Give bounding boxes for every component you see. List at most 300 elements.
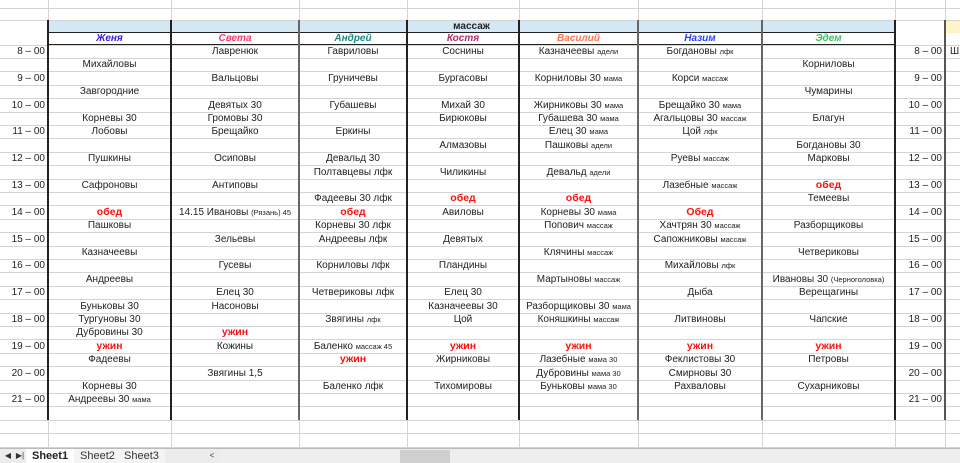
appointment-cell[interactable] xyxy=(299,125,407,138)
appointment-note: мама xyxy=(597,207,617,217)
client-name: Корниловы 30 xyxy=(534,72,601,84)
time-label: 20 – 00 xyxy=(11,367,45,379)
client-name: Чиликины xyxy=(439,166,487,178)
client-name: Руевы xyxy=(670,153,701,165)
client-name: Корневы 30 xyxy=(540,206,595,218)
client-name: Лазебные xyxy=(539,354,586,366)
appointment-cell[interactable] xyxy=(638,72,762,85)
appointment-cell[interactable] xyxy=(519,166,638,179)
client-name: Марковы xyxy=(807,153,850,165)
time-label-right: 10 – 00 xyxy=(908,99,942,111)
client-name: ужин xyxy=(221,326,249,339)
client-name: Бургасовы xyxy=(438,72,488,84)
client-name: Фадеевы xyxy=(88,354,131,366)
client-name: Дыба xyxy=(687,287,713,299)
appointment-cell[interactable] xyxy=(299,286,407,299)
horizontal-scrollbar[interactable] xyxy=(220,450,960,463)
client-name: ужин xyxy=(339,353,367,366)
time-label-right: 21 – 00 xyxy=(908,394,942,406)
appointment-note: мама xyxy=(722,100,742,110)
appointment-cell[interactable] xyxy=(299,166,407,179)
therapist-name: Василий xyxy=(557,33,600,44)
appointment-cell[interactable] xyxy=(407,300,519,313)
appointment-cell[interactable] xyxy=(638,112,762,125)
appointment-cell[interactable] xyxy=(299,99,407,112)
appointment-cell[interactable] xyxy=(519,300,638,313)
time-label: 11 – 00 xyxy=(12,126,45,138)
appointment-cell[interactable] xyxy=(762,58,895,71)
appointment-note: массаж xyxy=(593,315,620,324)
client-name: Баленко лфк xyxy=(322,381,384,392)
appointment-cell[interactable] xyxy=(638,125,762,138)
time-label-right: 13 – 00 xyxy=(908,180,942,191)
appointment-cell[interactable] xyxy=(762,85,895,98)
client-name: Цой xyxy=(682,126,701,138)
client-name: Четвериковы xyxy=(798,247,859,258)
appointment-cell[interactable] xyxy=(407,206,519,219)
client-name: Буньковы xyxy=(540,381,585,392)
client-name: Гусевы xyxy=(218,260,252,272)
appointment-note: адели xyxy=(597,47,619,56)
client-name: Смирновы 30 xyxy=(668,367,732,379)
appointment-note: (Рязань) 45 xyxy=(251,207,292,217)
highlighted-cell[interactable] xyxy=(946,20,960,33)
appointment-cell[interactable] xyxy=(299,313,407,326)
appointment-note: лфк xyxy=(366,315,381,324)
client-name: Четвериковы лфк xyxy=(311,287,395,299)
client-name: Бирюковы xyxy=(439,113,487,124)
client-name: Девальд xyxy=(546,166,587,178)
client-name: ужин xyxy=(565,339,592,352)
appointment-cell[interactable] xyxy=(171,286,299,299)
client-name: Попович xyxy=(544,220,585,232)
appointment-cell[interactable] xyxy=(762,286,895,299)
appointment-cell[interactable] xyxy=(299,45,407,58)
appointment-cell[interactable] xyxy=(519,367,638,380)
appointment-cell[interactable] xyxy=(299,219,407,232)
client-name: Тихомировы xyxy=(434,381,492,392)
gridline-h xyxy=(0,420,960,421)
time-label-right: 16 – 00 xyxy=(908,260,942,272)
client-name: Мартыновы xyxy=(536,273,592,285)
client-name: Клячины xyxy=(543,247,585,258)
appointment-cell[interactable] xyxy=(171,99,299,112)
appointment-cell[interactable] xyxy=(299,380,407,393)
time-label-right: 11 – 00 xyxy=(909,126,942,138)
appointment-note: массаж xyxy=(586,221,613,231)
appointment-cell[interactable] xyxy=(171,112,299,125)
time-label: 13 – 00 xyxy=(11,180,45,191)
appointment-cell[interactable] xyxy=(519,246,638,259)
appointment-cell[interactable] xyxy=(519,72,638,85)
client-name: Елец 30 xyxy=(548,126,587,138)
client-name: Агальцовы 30 xyxy=(653,113,718,124)
client-name: Корневы 30 лфк xyxy=(315,220,391,232)
appointment-cell[interactable] xyxy=(299,259,407,272)
appointment-cell[interactable] xyxy=(762,313,895,326)
appointment-cell[interactable] xyxy=(48,179,171,192)
client-name: Авиловы xyxy=(442,206,484,218)
client-name: Литвиновы xyxy=(674,314,726,325)
appointment-cell[interactable] xyxy=(638,313,762,326)
client-name: Зельевы xyxy=(214,233,256,245)
client-name: Сухарниковы xyxy=(797,381,860,392)
client-name: ужин xyxy=(686,339,714,352)
client-name: Корневы 30 xyxy=(82,113,137,124)
client-name: Дубровины 30 xyxy=(76,327,143,339)
scroll-left-button[interactable]: < xyxy=(209,451,215,460)
client-name: Казначеевы xyxy=(538,46,595,57)
client-name: Груничевы xyxy=(328,72,378,84)
client-name: Андреевы лфк xyxy=(318,233,388,245)
client-name: обед xyxy=(815,179,842,191)
tab-sheet1[interactable]: Sheet1 xyxy=(26,449,74,463)
client-name: Михай 30 xyxy=(441,99,485,111)
time-label: 10 – 00 xyxy=(11,99,45,111)
appointment-cell[interactable] xyxy=(171,206,299,219)
appointment-note: массаж xyxy=(714,221,741,231)
appointment-cell[interactable] xyxy=(762,112,895,125)
break-cell[interactable] xyxy=(762,179,895,192)
client-name: Разборщиковы xyxy=(793,220,864,232)
appointment-cell[interactable] xyxy=(762,246,895,259)
appointment-cell[interactable] xyxy=(171,125,299,138)
client-name: Благун xyxy=(812,113,845,124)
client-name: Елец 30 xyxy=(216,287,254,299)
client-name: ужин xyxy=(449,339,477,352)
client-name: Жирниковы xyxy=(435,354,491,366)
client-name: Алмазовы xyxy=(439,139,487,151)
appointment-note: мама xyxy=(132,395,151,405)
appointment-cell[interactable] xyxy=(519,112,638,125)
appointment-cell[interactable] xyxy=(638,380,762,393)
appointment-cell[interactable] xyxy=(762,380,895,393)
time-label-right: 14 – 00 xyxy=(908,206,942,218)
client-name: Чапские xyxy=(809,314,848,325)
client-name: Андреевы xyxy=(85,273,134,285)
appointment-cell[interactable] xyxy=(762,353,895,366)
client-name: Звягины xyxy=(325,314,364,325)
client-name: Буньковы 30 xyxy=(80,300,139,312)
time-label: 21 – 00 xyxy=(11,394,45,406)
appointment-cell[interactable] xyxy=(762,273,895,286)
client-name: Девальд 30 xyxy=(326,153,380,165)
time-label: 8 – 00 xyxy=(17,46,45,57)
appointment-note: (Черноголовка) xyxy=(830,274,885,284)
appointment-cell[interactable] xyxy=(519,139,638,152)
appointment-note: мама xyxy=(600,114,619,123)
appointment-cell[interactable] xyxy=(519,125,638,138)
client-name: Темеевы xyxy=(807,193,850,205)
appointment-cell[interactable] xyxy=(171,367,299,380)
appointment-cell[interactable] xyxy=(407,286,519,299)
time-label-right: 8 – 00 xyxy=(914,46,942,57)
client-name: Громовы 30 xyxy=(207,113,263,124)
appointment-cell[interactable] xyxy=(48,380,171,393)
time-label: 14 – 00 xyxy=(11,206,45,218)
appointment-note: лфк xyxy=(721,261,736,271)
appointment-cell[interactable] xyxy=(407,353,519,366)
time-label-right: 20 – 00 xyxy=(908,367,942,379)
appointment-cell[interactable] xyxy=(171,152,299,165)
client-name: Полтавцевы лфк xyxy=(313,166,393,178)
appointment-cell[interactable] xyxy=(299,72,407,85)
client-name: Еркины xyxy=(335,126,371,138)
client-name: 14.15 Ивановы xyxy=(178,206,249,218)
sheet-tab-bar xyxy=(0,448,960,463)
time-label-right: 17 – 00 xyxy=(908,287,942,299)
client-name: ужин xyxy=(815,339,842,352)
break-cell[interactable] xyxy=(407,192,519,205)
appointment-note: лфк xyxy=(719,47,734,56)
time-label: 9 – 00 xyxy=(17,72,45,84)
appointment-cell[interactable] xyxy=(299,192,407,205)
gridline-h xyxy=(0,406,960,407)
massage-header: массаж xyxy=(48,20,895,33)
gridline-h xyxy=(0,433,960,434)
scrollbar-thumb[interactable] xyxy=(400,450,450,463)
client-name: Чумарины xyxy=(804,86,853,98)
appointment-cell[interactable] xyxy=(171,45,299,58)
appointment-cell[interactable] xyxy=(48,353,171,366)
appointment-cell[interactable] xyxy=(48,273,171,286)
therapist-name: Андрей xyxy=(334,33,372,44)
appointment-cell[interactable] xyxy=(762,152,895,165)
appointment-note: мама 30 xyxy=(591,368,621,378)
appointment-cell[interactable] xyxy=(48,152,171,165)
appointment-note: массаж xyxy=(720,114,747,123)
client-name: Разборщиковы 30 xyxy=(526,300,610,312)
time-label: 19 – 00 xyxy=(11,340,45,352)
appointment-note: массаж xyxy=(720,234,747,244)
client-name: Звягины 1,5 xyxy=(207,367,263,379)
break-cell[interactable] xyxy=(519,340,638,353)
client-name: Корниловы лфк xyxy=(316,260,390,272)
appointment-cell[interactable] xyxy=(48,125,171,138)
client-name: Лобовы xyxy=(91,126,128,138)
therapist-name: Эдем xyxy=(815,33,842,44)
appointment-cell[interactable] xyxy=(407,112,519,125)
appointment-note: массаж xyxy=(702,73,729,83)
break-cell[interactable] xyxy=(638,340,762,353)
client-name: Казначеевы xyxy=(81,247,138,258)
client-name: Елец 30 xyxy=(444,287,482,299)
partial-cell-text: Ш xyxy=(950,46,960,57)
appointment-cell[interactable] xyxy=(407,313,519,326)
client-name: Хачтрян 30 xyxy=(659,220,712,232)
client-name: Михайловы xyxy=(82,59,137,71)
appointment-cell[interactable] xyxy=(48,300,171,313)
client-name: Богдановы xyxy=(666,46,717,57)
time-label: 15 – 00 xyxy=(11,233,45,245)
appointment-cell[interactable] xyxy=(407,166,519,179)
break-cell[interactable] xyxy=(299,206,407,219)
time-label-right: 19 – 00 xyxy=(908,340,942,352)
break-cell[interactable] xyxy=(48,340,171,353)
scroll-first-sheet-button[interactable]: ◀ xyxy=(4,451,12,460)
client-name: обед xyxy=(340,205,366,218)
appointment-cell[interactable] xyxy=(519,353,638,366)
appointment-cell[interactable] xyxy=(638,219,762,232)
appointment-cell[interactable] xyxy=(171,179,299,192)
client-name: Пашковы xyxy=(544,139,589,151)
client-name: Лазебные xyxy=(662,180,709,191)
appointment-note: мама xyxy=(603,73,623,83)
appointment-cell[interactable] xyxy=(638,179,762,192)
client-name: Ивановы 30 xyxy=(772,273,829,285)
tab-sheet3[interactable]: Sheet3 xyxy=(118,449,165,463)
therapist-name: Света xyxy=(218,33,252,44)
appointment-cell[interactable] xyxy=(407,380,519,393)
appointment-cell[interactable] xyxy=(407,139,519,152)
gridline-h xyxy=(0,8,960,9)
break-cell[interactable] xyxy=(299,353,407,366)
client-name: Богдановы 30 xyxy=(796,139,861,151)
client-name: Девятых 30 xyxy=(208,99,262,111)
appointment-cell[interactable] xyxy=(48,393,171,406)
scroll-last-sheet-button[interactable]: ▶| xyxy=(15,451,25,460)
client-name: Пушкины xyxy=(88,153,131,165)
break-cell[interactable] xyxy=(762,340,895,353)
client-name: Корневы 30 xyxy=(82,381,137,392)
appointment-cell[interactable] xyxy=(48,112,171,125)
appointment-note: массаж 45 xyxy=(355,341,393,351)
appointment-cell[interactable] xyxy=(519,45,638,58)
appointment-note: мама xyxy=(612,301,631,311)
appointment-cell[interactable] xyxy=(762,139,895,152)
client-name: Девятых xyxy=(443,233,483,245)
break-cell[interactable] xyxy=(171,326,299,339)
appointment-cell[interactable] xyxy=(299,152,407,165)
appointment-cell[interactable] xyxy=(638,99,762,112)
client-name: Сафроновы xyxy=(81,180,138,191)
tab-sheet2[interactable]: Sheet2 xyxy=(74,449,121,463)
gridline-h xyxy=(0,366,960,367)
appointment-cell[interactable] xyxy=(638,45,762,58)
time-label: 17 – 00 xyxy=(11,287,45,299)
appointment-cell[interactable] xyxy=(48,246,171,259)
appointment-cell[interactable] xyxy=(48,313,171,326)
client-name: Цой xyxy=(453,314,473,325)
appointment-cell[interactable] xyxy=(519,380,638,393)
appointment-cell[interactable] xyxy=(519,206,638,219)
client-name: Дубровины xyxy=(536,367,589,379)
appointment-cell[interactable] xyxy=(407,45,519,58)
time-label-right: 18 – 00 xyxy=(908,314,942,325)
client-name: Фадеевы 30 лфк xyxy=(314,193,392,205)
appointment-cell[interactable] xyxy=(299,233,407,246)
appointment-cell[interactable] xyxy=(48,58,171,71)
therapist-name: Назим xyxy=(684,33,716,44)
appointment-cell[interactable] xyxy=(519,313,638,326)
client-name: Корси xyxy=(671,72,700,84)
appointment-cell[interactable] xyxy=(638,367,762,380)
client-name: Корниловы xyxy=(802,59,855,71)
appointment-cell[interactable] xyxy=(407,99,519,112)
client-name: Брещайко xyxy=(211,126,259,138)
time-label-right: 9 – 00 xyxy=(914,72,942,84)
time-label-right: 15 – 00 xyxy=(908,233,942,245)
appointment-cell[interactable] xyxy=(519,219,638,232)
client-name: Брещайко 30 xyxy=(658,99,720,111)
appointment-cell[interactable] xyxy=(171,72,299,85)
break-cell[interactable] xyxy=(407,340,519,353)
appointment-cell[interactable] xyxy=(171,259,299,272)
time-label: 12 – 00 xyxy=(11,153,45,165)
appointment-note: массаж xyxy=(711,181,738,190)
client-name: Петровы xyxy=(808,354,849,366)
appointment-note: мама xyxy=(589,127,609,137)
client-name: Вальцовы xyxy=(211,72,259,84)
client-name: Завгородние xyxy=(79,86,140,98)
appointment-cell[interactable] xyxy=(762,219,895,232)
appointment-note: адели xyxy=(591,140,613,150)
appointment-cell[interactable] xyxy=(638,259,762,272)
client-name: Андреевы 30 xyxy=(68,394,130,406)
client-name: Рахваловы xyxy=(674,381,726,392)
appointment-cell[interactable] xyxy=(407,259,519,272)
appointment-cell[interactable] xyxy=(638,152,762,165)
client-name: Пландины xyxy=(438,260,488,272)
appointment-cell[interactable] xyxy=(171,340,299,353)
client-name: ужин xyxy=(96,339,123,352)
appointment-cell[interactable] xyxy=(638,286,762,299)
appointment-note: мама xyxy=(604,100,624,110)
therapist-name: Костя xyxy=(446,33,480,44)
client-name: Насоновы xyxy=(211,300,259,312)
client-name: обед xyxy=(96,205,123,218)
appointment-cell[interactable] xyxy=(48,219,171,232)
client-name: Верещагины xyxy=(798,287,859,299)
appointment-cell[interactable] xyxy=(638,353,762,366)
time-label-right: 12 – 00 xyxy=(908,153,942,165)
client-name: Гавриловы xyxy=(327,46,379,57)
break-cell[interactable] xyxy=(519,192,638,205)
time-label: 18 – 00 xyxy=(11,314,45,325)
gridline-h xyxy=(0,20,960,21)
appointment-cell[interactable] xyxy=(519,99,638,112)
appointment-cell[interactable] xyxy=(171,300,299,313)
break-cell[interactable] xyxy=(638,206,762,219)
appointment-cell[interactable] xyxy=(48,85,171,98)
client-name: Коняшкины xyxy=(537,314,591,325)
appointment-cell[interactable] xyxy=(171,233,299,246)
break-cell[interactable] xyxy=(48,206,171,219)
appointment-note: адели xyxy=(589,167,611,177)
client-name: Соснины xyxy=(442,46,484,57)
appointment-note: массаж xyxy=(594,274,621,284)
client-name: Губашева 30 xyxy=(538,113,598,124)
appointment-note: мама 30 xyxy=(587,382,617,391)
client-name: Баленко xyxy=(313,340,353,352)
appointment-cell[interactable] xyxy=(519,273,638,286)
appointment-note: мама 30 xyxy=(588,355,618,365)
appointment-cell[interactable] xyxy=(407,233,519,246)
client-name: обед xyxy=(450,192,476,205)
client-name: Казначеевы 30 xyxy=(428,300,498,312)
appointment-cell[interactable] xyxy=(48,326,171,339)
therapist-name: Женя xyxy=(96,33,123,44)
appointment-cell[interactable] xyxy=(762,192,895,205)
client-name: Феклистовы 30 xyxy=(664,354,736,366)
client-name: Осиповы xyxy=(214,153,256,165)
appointment-cell[interactable] xyxy=(299,340,407,353)
appointment-cell[interactable] xyxy=(638,233,762,246)
client-name: Губашевы xyxy=(329,99,377,111)
appointment-cell[interactable] xyxy=(407,72,519,85)
client-name: Лавренюк xyxy=(212,46,258,57)
client-name: Кожины xyxy=(216,340,254,352)
